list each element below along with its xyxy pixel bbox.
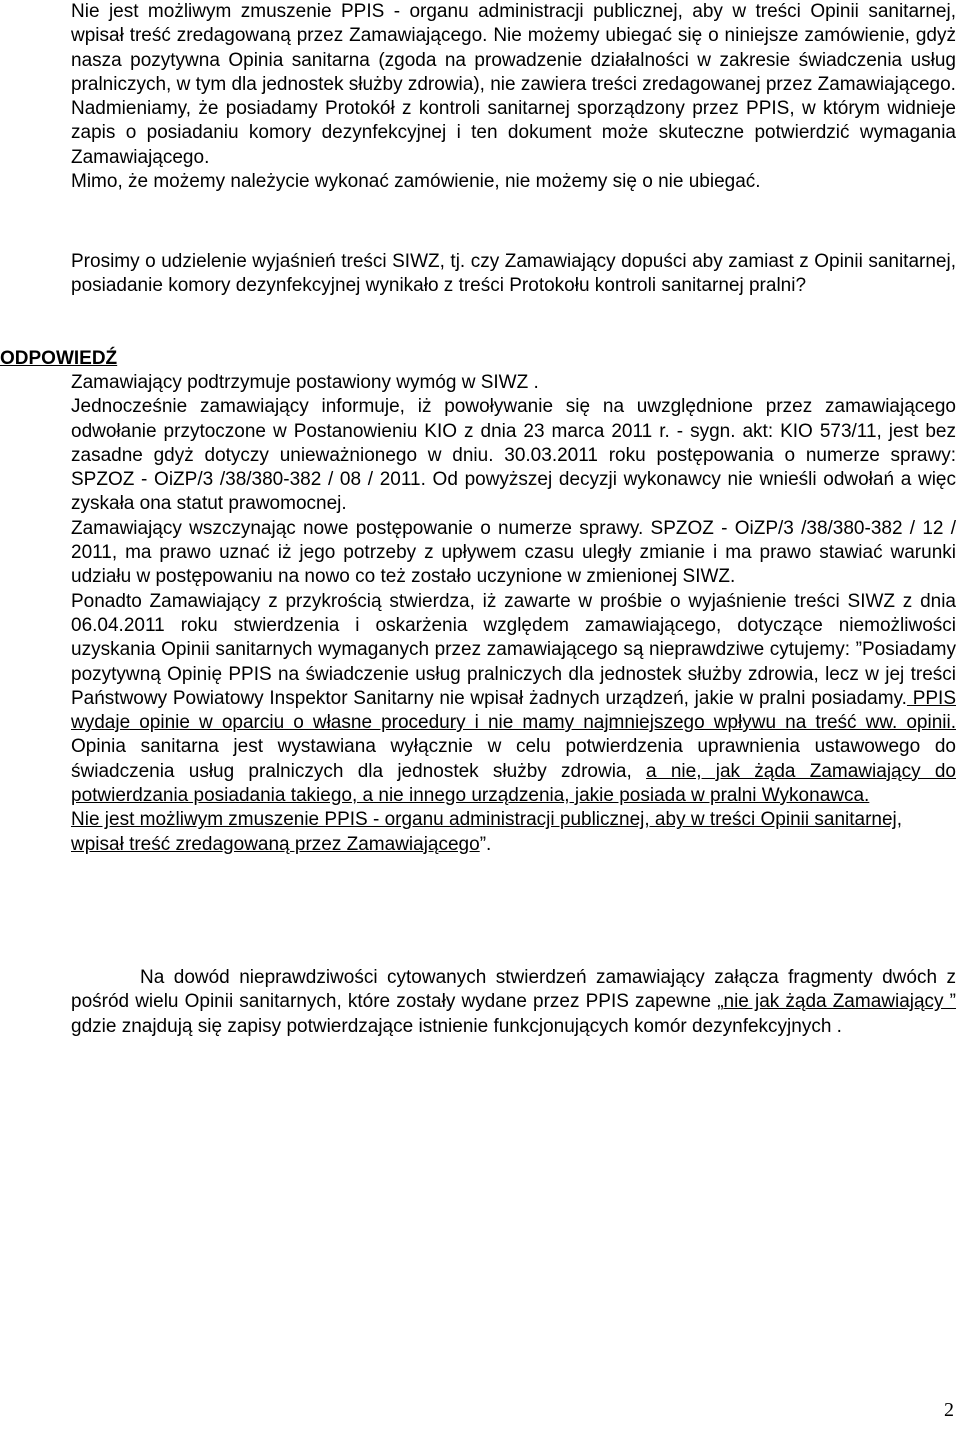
text-run: gdzie znajdują się zapisy potwierdzające istnienie funkcjonujących komór dezynfekcyjnych . xyxy=(71,1015,842,1037)
underlined-text: a nie, jak żąda Zamawiający do potwierdzania posiadania takiego, a nie innego urządzenia, jakie posiada w pralni Wykonawca. xyxy=(71,760,956,807)
paragraph: Nadmieniamy, że posiadamy Protokół z kontroli sanitarnej sporządzony przez PPIS, w którym widnieje zapis o posiadaniu komory dezynfekcyjnej i ten dokument może skuteczne potwierdzić wymagania Zamawiającego. xyxy=(71,98,956,168)
paragraph xyxy=(71,808,956,857)
question-text-block xyxy=(71,250,956,299)
paragraph: Nie jest możliwym zmuszenie PPIS - organu administracji publicznej, aby w treści Opinii sanitarnej, wpisał treść zredagowaną przez Zamawiającego. Nie możemy ubiegać się o niniejsze zamówienie, gdyż nasza pozytywna Opinia sanitarna (zgoda na prowadzenie działalności w zakresie świadczenia usług pralniczych, w tym dla jednostek służby zdrowia), nie zawiera treści zredagowanej przez Zamawiającego. xyxy=(71,1,956,95)
underlined-text: PPIS wydaje opinie w oparciu o własne procedury i nie mamy najmniejszego wpływu na treść ww. opinii. xyxy=(71,687,956,734)
paragraph: Jednocześnie zamawiający informuje, iż powoływanie się na uwzględnione przez zamawiającego odwołanie przytoczone w Postanowieniu KIO z dnia 23 marca 2011 r. - sygn. akt: KIO 573/11, jest bez zasadne gdyż dotyczy unieważnionego w dniu. 30.03.2011 roku postępowania o numerze sprawy: SPZOZ - OiZP/3 /38/380-382 / 08 / 2011. Od powyższej decyzji wykonawcy nie wnieśli odwołań a więc zyskała ona statut prawomocnej. xyxy=(71,396,956,515)
objection-text-block xyxy=(71,0,956,194)
underlined-text: nie jak żąda Zamawiający ” xyxy=(723,991,956,1013)
paragraph: Mimo, że możemy należycie wykonać zamówienie, nie możemy się o nie ubiegać. xyxy=(71,171,761,193)
page-number: 2 xyxy=(944,1399,954,1421)
answer-text-block xyxy=(71,371,956,857)
paragraph: Zamawiający podtrzymuje postawiony wymóg w SIWZ . xyxy=(71,372,539,393)
text-run: Ponadto Zamawiający z przykrością stwierdza, iż zawarte w prośbie o wyjaśnienie treści SIWZ z dnia 06.04.2011 roku stwierdzenia i oskarżenia względem zamawiającego, dotyczące niemożliwości uzyskania Opinii sanitarnych wymaganych przez zamawiającego są nieprawdziwe cytujemy: ”Posiadamy pozytywną Opinię PPIS na świadczenie usług pralniczych dla jednostek służby zdrowia, lecz w jej treści Państwowy Powiatowy Inspektor Sanitarny nie wpisał żadnych urządzeń, jakie w pralni posiadamy. xyxy=(71,590,956,709)
text-run: Opinia sanitarna jest wystawiana wyłącznie w celu potwierdzenia uprawnienia ustawowego do świadczenia usług pralniczych dla jednostek służby zdrowia, xyxy=(71,736,956,782)
underlined-text: Nie jest możliwym zmuszenie PPIS - organu administracji publicznej, aby w treści Opinii sanitarnej, wpisał treść zredagowaną przez Zamawiającego xyxy=(71,809,903,855)
text-run: Na dowód nieprawdziwości cytowanych stwierdzeń zamawiający załącza fragmenty dwóch z pośród wielu Opinii sanitarnych, które zostały wydane przez PPIS zapewne „ xyxy=(71,967,956,1013)
attachment-note-block xyxy=(71,966,956,1039)
paragraph: Zamawiający wszczynając nowe postępowanie o numerze sprawy. SPZOZ - OiZP/3 /38/380-382 / 12 / 2011, ma prawo uznać iż jego potrzeby z upływem czasu uległy zmianie i ma prawo stawiać warunki udziału w postępowaniu na nowo co też zostało uczynione w zmienionej SIWZ. xyxy=(71,517,956,588)
question-paragraph: Prosimy o udzielenie wyjaśnień treści SIWZ, tj. czy Zamawiający dopuści aby zamiast z Opinii sanitarnej, posiadanie komory dezynfekcyjnej wynikało z treści Protokołu kontroli sanitarnej pralni? xyxy=(71,251,956,297)
text-run: ”. xyxy=(479,833,492,855)
answer-heading: ODPOWIEDŹ xyxy=(0,348,118,369)
paragraph xyxy=(71,590,956,809)
paragraph xyxy=(71,966,956,1039)
